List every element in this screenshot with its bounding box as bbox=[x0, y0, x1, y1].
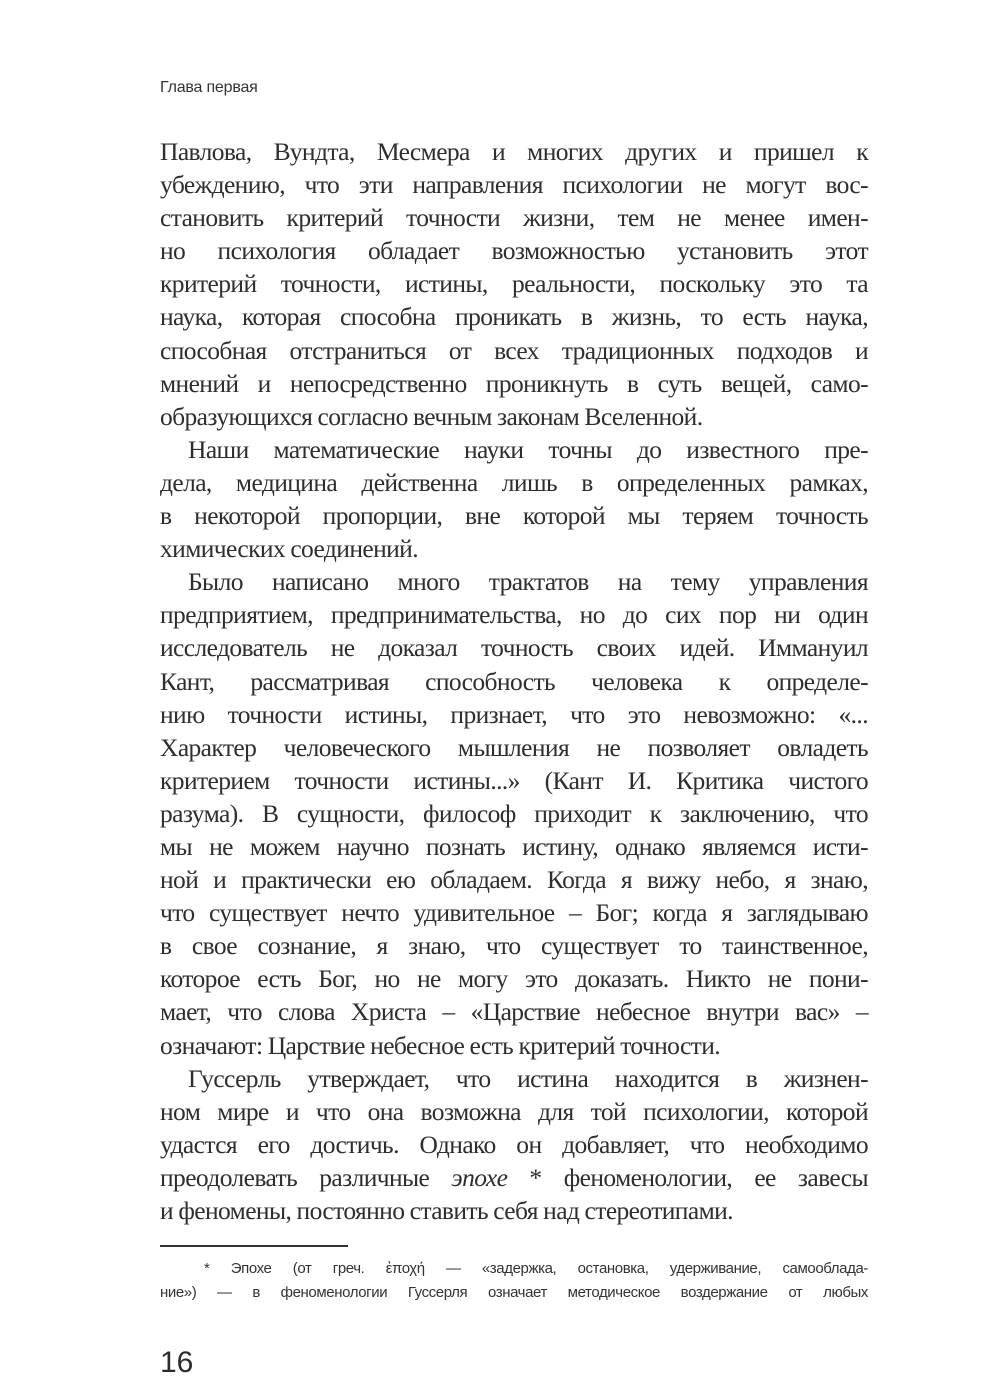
paragraph-2 bbox=[160, 433, 868, 565]
paragraph-1 bbox=[160, 135, 868, 433]
text-line: способная отстраниться от всех традиционных подходов и bbox=[160, 335, 868, 365]
text-line: наука, которая способна проникать в жизнь, то есть наука, bbox=[160, 302, 868, 332]
footnote-reference[interactable]: * феноменологии, ее завесы bbox=[507, 1162, 868, 1192]
text-line: Было написано много трактатов на тему управления bbox=[188, 567, 868, 597]
text-line: ной и практически ею обладаем. Когда я вижу небо, я знаю, bbox=[160, 865, 868, 895]
footnote-divider bbox=[160, 1245, 348, 1247]
paragraph-3 bbox=[160, 565, 868, 1061]
text-line: что существует нечто удивительное – Бог; когда я заглядываю bbox=[160, 898, 868, 928]
text-line: критерий точности, истины, реальности, поскольку это та bbox=[160, 269, 868, 299]
text-line: химических соединений. bbox=[160, 534, 418, 564]
text-line: убеждению, что эти направления психологии не могут вос- bbox=[160, 170, 868, 200]
footnote bbox=[160, 1257, 868, 1305]
text-line: нию точности истины, признает, что это невозможно: «... bbox=[160, 699, 868, 729]
text-line: предприятием, предпринимательства, но до сих пор ни один bbox=[160, 600, 868, 630]
running-head: Глава первая bbox=[160, 79, 258, 96]
text-line: в свое сознание, я знаю, что существует то таинственное, bbox=[160, 931, 868, 961]
text-line: ном мире и что она возможна для той психологии, которой bbox=[160, 1096, 868, 1126]
text-line: которое есть Бог, но не могу это доказать. Никто не пони- bbox=[160, 964, 868, 994]
text-line: становить критерий точности жизни, тем не менее имен- bbox=[160, 203, 868, 233]
text-line: и феномены, постоянно ставить себя над стереотипами. bbox=[160, 1196, 733, 1225]
footnote-line: * Эпохе (от греч. ἐποχή — «задержка, остановка, удерживание, самооблада- bbox=[204, 1260, 868, 1278]
text-line: Характер человеческого мышления не позволяет овладеть bbox=[160, 732, 868, 762]
text-line: мнений и непосредственно проникнуть в суть вещей, само- bbox=[160, 368, 868, 398]
page-number: 16 bbox=[160, 1346, 194, 1380]
paragraph-4 bbox=[160, 1062, 868, 1227]
text-line: Гуссерль утверждает, что истина находится в жизнен- bbox=[188, 1063, 868, 1093]
text-line: исследователь не доказал точность своих идей. Иммануил bbox=[160, 633, 868, 663]
text-line: образующихся согласно вечным законам Вселенной. bbox=[160, 401, 703, 431]
italic-term: эпохе bbox=[451, 1162, 508, 1192]
text-line: в некоторой пропорции, вне которой мы теряем точность bbox=[160, 501, 868, 531]
text-line: удастся его достичь. Однако он добавляет, что необходимо bbox=[160, 1129, 868, 1159]
text-line: Кант, рассматривая способность человека к определе- bbox=[160, 666, 868, 696]
text-line: означают: Царствие небесное есть критерий точности. bbox=[160, 1030, 721, 1060]
text-line: мы не можем научно познать истину, однако являемся исти- bbox=[160, 831, 868, 861]
text-line: но психология обладает возможностью установить этот bbox=[160, 236, 868, 266]
text-line-with-footnote-ref bbox=[160, 1161, 868, 1194]
text-line: разума). В сущности, философ приходит к заключению, что bbox=[160, 798, 868, 828]
text-line: мает, что слова Христа – «Царствие небесное внутри вас» – bbox=[160, 997, 868, 1027]
text-line: Павлова, Вундта, Месмера и многих других и пришел к bbox=[160, 137, 868, 166]
text-fragment: преодолевать различные bbox=[160, 1162, 452, 1192]
text-line: дела, медицина действенна лишь в определенных рамках, bbox=[160, 467, 868, 497]
body-text bbox=[160, 135, 868, 1227]
text-line: Наши математические науки точны до известного пре- bbox=[188, 434, 868, 464]
text-line: критерием точности истины...» (Кант И. Критика чистого bbox=[160, 765, 868, 795]
footnote-line: ние») — в феноменологии Гуссерля означает методическое воздержание от любых bbox=[160, 1284, 868, 1302]
